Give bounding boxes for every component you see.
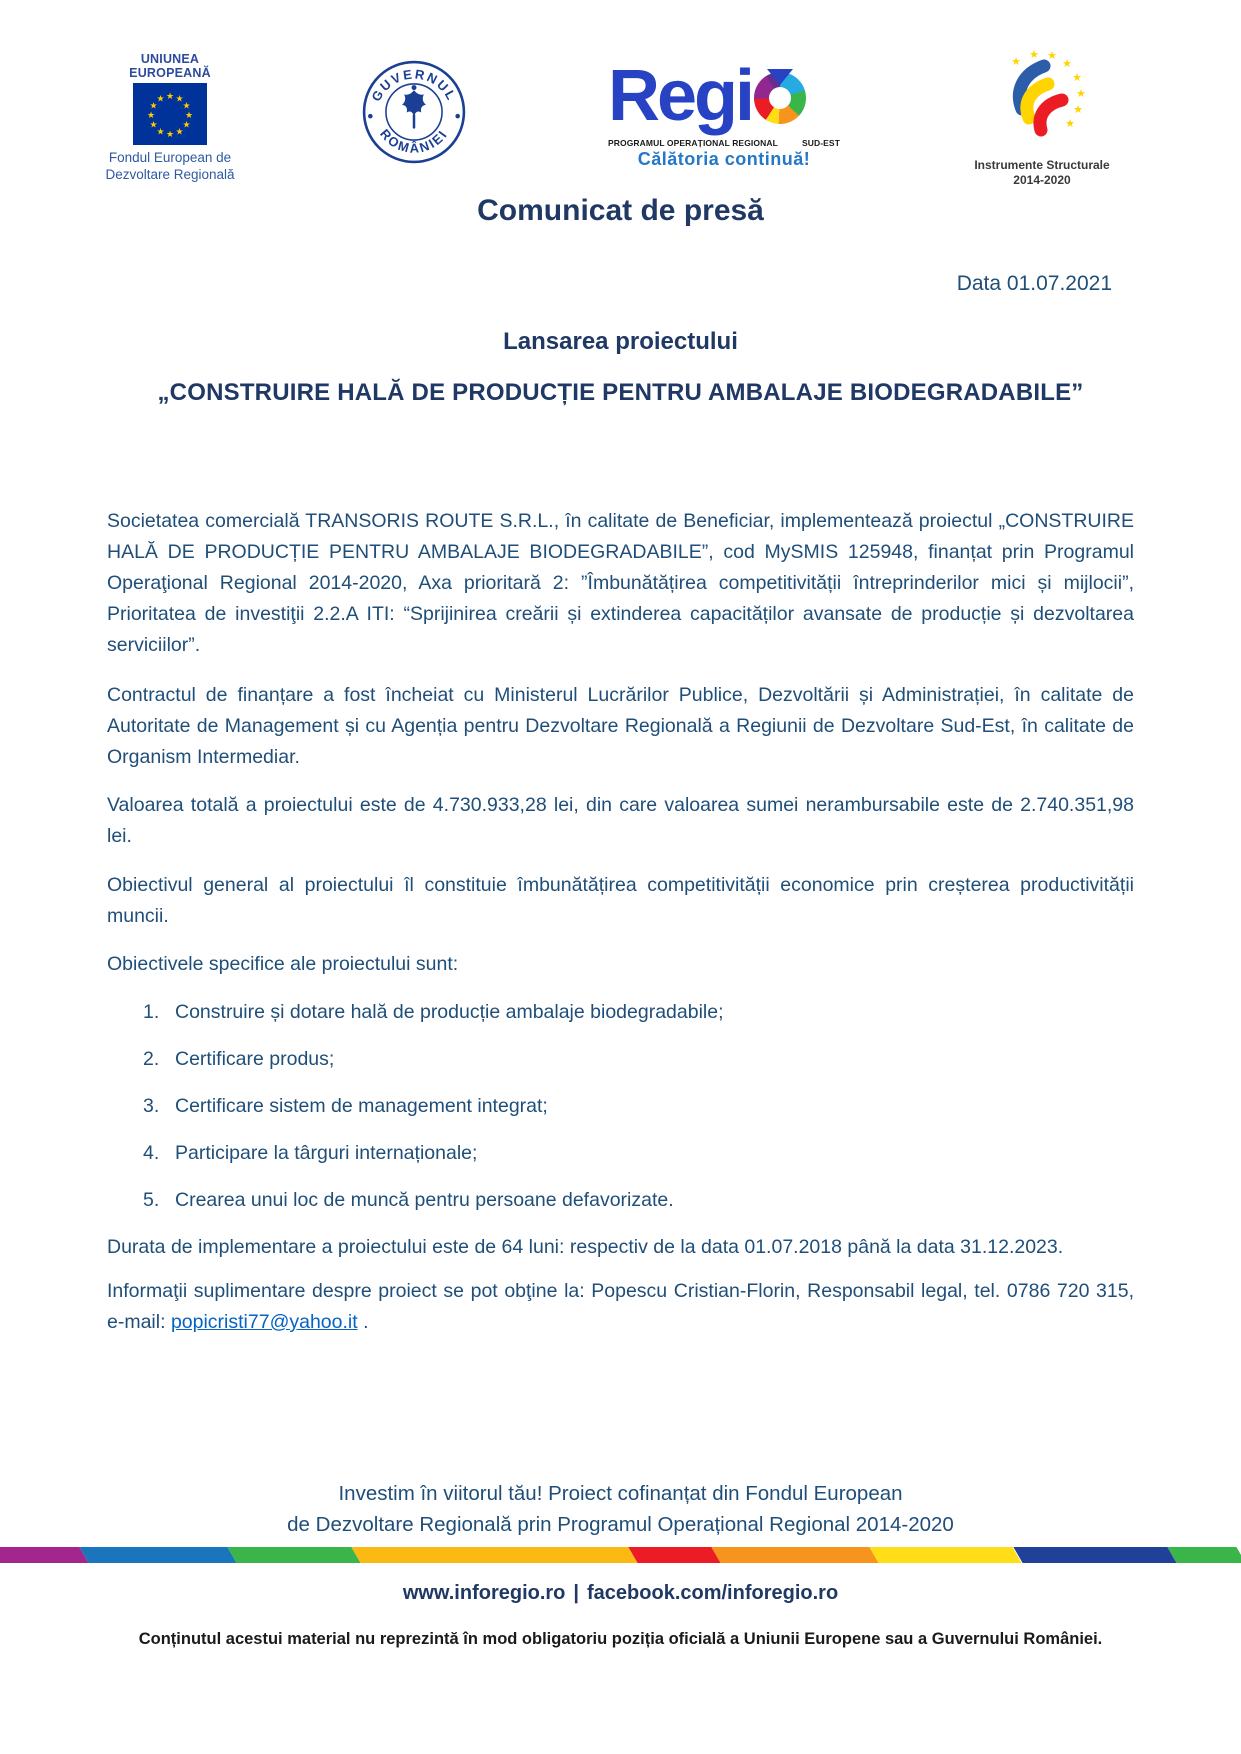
swoosh-red: [1040, 100, 1062, 130]
list-item-text: Crearea unui loc de muncă pentru persoane defavorizate.: [175, 1189, 674, 1211]
eu-star-icon: ★: [165, 91, 175, 101]
color-stripe: [0, 1547, 1241, 1563]
email-link[interactable]: popicristi77@yahoo.it: [170, 1311, 358, 1333]
is-star-icon: ★: [1076, 88, 1086, 100]
romanian-government-seal-logo: [362, 60, 466, 164]
eu-star-icon: ★: [175, 93, 184, 104]
list-item: [143, 1044, 1134, 1075]
eu-star-icon: ★: [184, 110, 194, 120]
is-logo-line2: 2014-2020: [1013, 173, 1071, 187]
eu-star-icon: ★: [156, 93, 165, 104]
eu-star-icon: ★: [146, 110, 156, 120]
subtitle-launch: Lansarea proiectului: [503, 328, 738, 355]
is-star-icon: ★: [1065, 118, 1075, 130]
contact-text-before: Informaţii suplimentare despre proiect se pot obţine la: Popescu Cristian-Florin, Responsabil legal, tel. 0786 720 315, e-mail:: [107, 1280, 1134, 1333]
facebook-link[interactable]: facebook.com/inforegio.ro: [587, 1582, 839, 1604]
eu-star-icon: ★: [156, 126, 165, 137]
stripe-segment: [1013, 1547, 1177, 1563]
list-item: [143, 1185, 1134, 1216]
list-item: [143, 997, 1134, 1028]
eagle-emblem-icon: [402, 85, 426, 129]
eu-star-icon: ★: [175, 126, 184, 137]
stripe-segment: [869, 1547, 1022, 1563]
inforegio-link[interactable]: www.inforegio.ro: [402, 1582, 566, 1604]
regio-program-text: PROGRAMUL OPERAȚIONAL REGIONAL: [608, 138, 778, 148]
eu-star-icon: ★: [165, 129, 175, 139]
paragraph-duration: Durata de implementare a proiectului este de 64 luni: respectiv de la data 01.07.2018 până la data 31.12.2023.: [107, 1236, 1064, 1258]
cofinancing-line1: Investim în viitorul tău! Proiect cofinanțat din Fondul European: [338, 1482, 903, 1505]
date-line: Data 01.07.2021: [956, 272, 1112, 295]
stripe-segment: [0, 1547, 89, 1563]
list-item: [143, 1138, 1134, 1169]
objectives-list: [107, 997, 1134, 1216]
government-seal-icon: [362, 60, 466, 164]
eu-logo-subtitle-line1: Fondul European de: [108, 150, 232, 165]
link-separator: |: [573, 1582, 580, 1604]
list-item-number: 1.: [143, 1001, 160, 1023]
regio-brand-text: Regi: [608, 56, 753, 136]
project-title: „CONSTRUIRE HALĂ DE PRODUCȚIE PENTRU AMBALAJE BIODEGRADABILE”: [157, 379, 1084, 406]
is-star-icon: ★: [1072, 72, 1082, 84]
is-star-icon: ★: [1047, 50, 1057, 62]
page-title: Comunicat de presă: [477, 194, 764, 227]
eu-star-icon: ★: [149, 119, 158, 130]
stripe-segment: [351, 1547, 637, 1563]
seal-arc-top-text: GUVERNUL: [368, 66, 460, 104]
eu-star-icon: ★: [149, 100, 158, 111]
paragraph-general-objective: Obiectivul general al proiectului îl constituie îmbunătățirea competitivității economice prin creșterea productivității muncii.: [107, 874, 1134, 927]
regio-tagline: Călătoria continuă!: [637, 149, 811, 169]
regio-color-wheel-icon: [754, 72, 806, 124]
is-star-icon: ★: [1062, 58, 1072, 70]
list-item-number: 5.: [143, 1189, 160, 1211]
is-star-icon: ★: [1073, 104, 1083, 116]
eu-star-icon: ★: [182, 119, 191, 130]
is-star-icon: ★: [1029, 49, 1039, 61]
is-star-icon: ★: [1011, 56, 1021, 68]
disclaimer-text: Conținutul acestui material nu reprezintă în mod obligatoriu poziția oficială a Uniunii Europene sau a Guvernului României.: [138, 1630, 1103, 1648]
list-item-text: Construire și dotare hală de producție ambalaje biodegradabile;: [175, 1001, 724, 1023]
paragraph-contract: Contractul de finanțare a fost încheiat cu Ministerul Lucrărilor Publice, Dezvoltării și Administrației, în calitate de Autoritate de Management și cu Agenția pentru Dezvoltare Regională a Regiunii de Dezvoltare Sud-Est, în calitate de Organism Intermediar.: [107, 684, 1134, 768]
list-item-text: Certificare produs;: [175, 1048, 335, 1070]
seal-arc-bottom-text: ROMÂNIEI: [377, 126, 451, 156]
list-item-number: 4.: [143, 1142, 160, 1164]
stripe-segment: [228, 1547, 361, 1563]
eu-flag-icon: [133, 83, 207, 145]
objectives-intro: Obiectivele specifice ale proiectului sunt:: [107, 953, 459, 975]
list-item-text: Certificare sistem de management integrat;: [175, 1095, 548, 1117]
eu-logo-subtitle-line2: Dezvoltare Regională: [105, 167, 235, 182]
paragraph-value: Valoarea totală a proiectului este de 4.730.933,28 lei, din care valoarea sumei nerambursabile este de 2.740.351,98 lei.: [107, 794, 1134, 847]
footer-links: [0, 1578, 1241, 1609]
eu-star-icon: ★: [182, 100, 191, 111]
list-item: [143, 1091, 1134, 1122]
regio-wheel-notch-icon: [767, 69, 793, 85]
list-item-number: 2.: [143, 1048, 160, 1070]
regio-logo: [608, 56, 858, 170]
svg-text:ROMÂNIEI: [377, 126, 451, 156]
is-logo-line1: Instrumente Structurale: [974, 158, 1110, 172]
regio-region-text: SUD-EST: [801, 138, 840, 148]
cofinancing-line2: de Dezvoltare Regională prin Programul Operațional Regional 2014-2020: [287, 1513, 954, 1536]
paragraph-contact: [107, 1276, 1134, 1338]
eu-logo-title: UNIUNEA EUROPEANĂ: [129, 52, 211, 80]
structural-instruments-icon: [982, 46, 1102, 151]
stripe-segment: [79, 1547, 237, 1563]
stripe-segment: [1167, 1547, 1241, 1563]
cofinancing-note: [0, 1478, 1241, 1540]
paragraph-beneficiary: Societatea comercială TRANSORIS ROUTE S.R.L., în calitate de Beneficiar, implementează proiectul „CONSTRUIRE HALĂ DE PRODUCȚIE PENTRU AMBALAJE BIODEGRADABILE”, cod MySMIS 125948, finanțat prin Programul Operaţional Regional 2014-2020, Axa prioritară 2: ”Îmbunătățirea competitivității întreprinderilor mici și mijlocii”, Prioritatea de investiţii 2.2.A ITI: “Sprijinirea creării și extinderea capacităților avansate de producție și dezvoltarea serviciilor”.: [107, 510, 1134, 656]
stripe-segment: [711, 1547, 878, 1563]
stripe-segment: [628, 1547, 720, 1563]
list-item-text: Participare la târguri internaționale;: [175, 1142, 478, 1164]
contact-text-after: .: [357, 1311, 369, 1333]
body-text: [107, 506, 1134, 1338]
instrumente-structurale-logo: [962, 46, 1122, 188]
eu-logo: [100, 52, 240, 183]
list-item-number: 3.: [143, 1095, 160, 1117]
